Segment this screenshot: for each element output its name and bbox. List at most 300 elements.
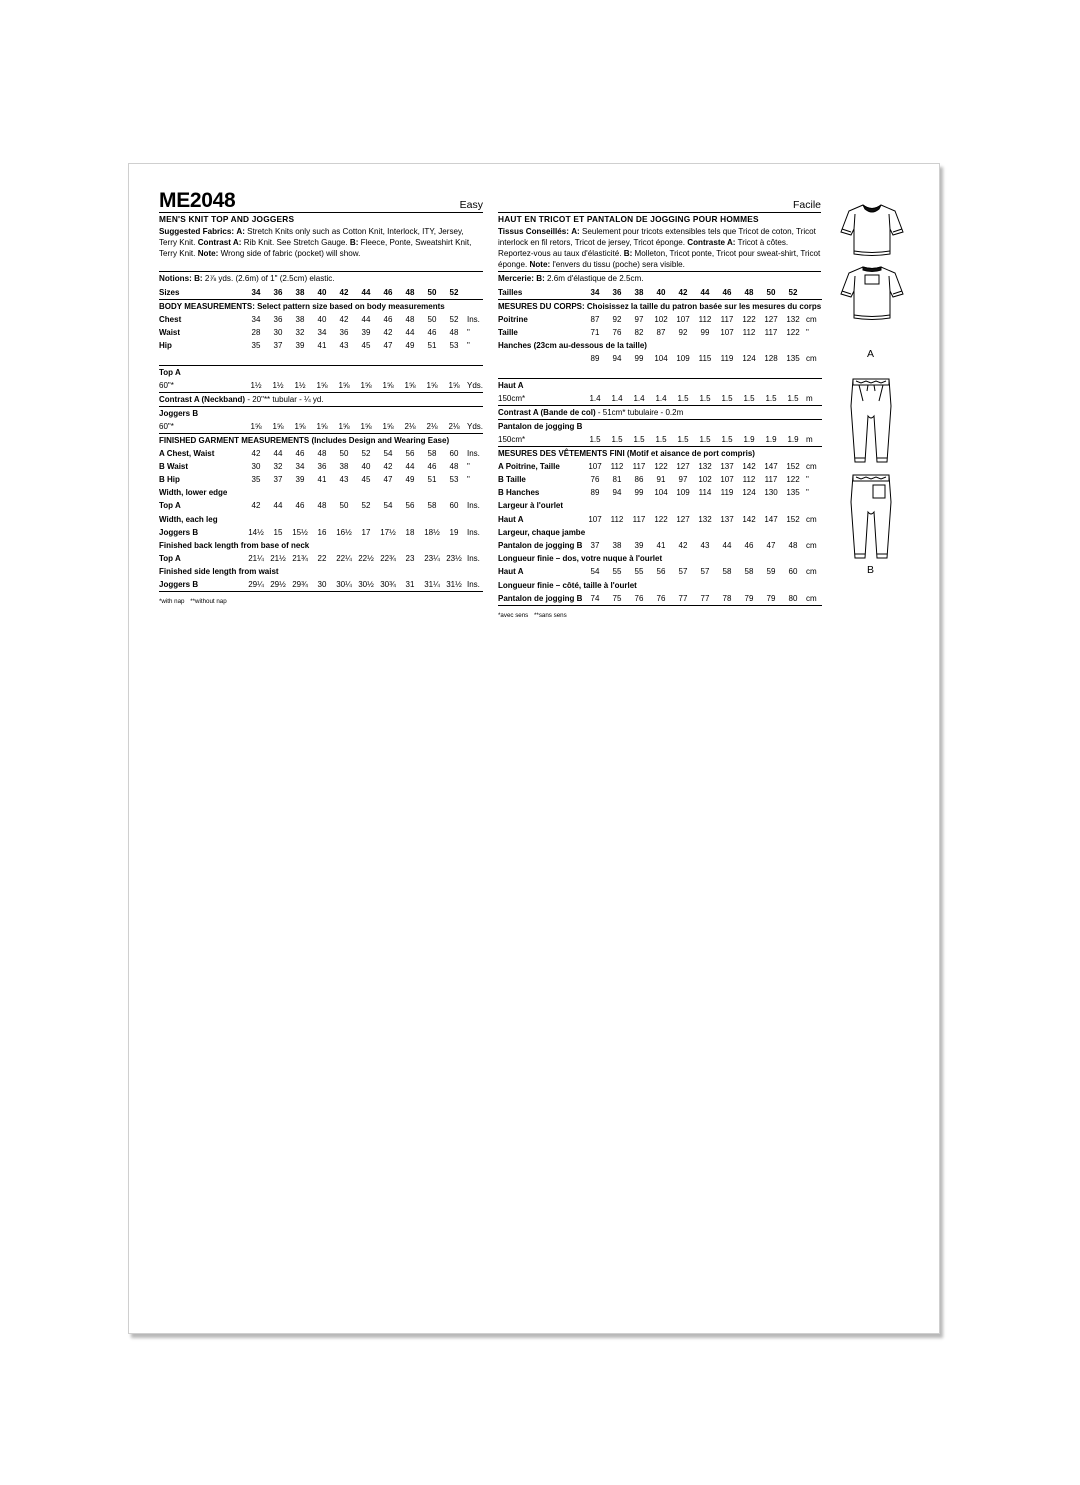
- unit-cell: ": [806, 327, 809, 337]
- value-cell: 127: [676, 514, 690, 524]
- section-label: Haut A: [498, 378, 822, 392]
- value-cell: 1.5: [716, 433, 738, 447]
- value-cell: 117: [764, 327, 778, 337]
- value-cell: 122: [786, 475, 800, 485]
- value-cell: 1.9: [782, 433, 804, 447]
- value-cell: 58: [744, 567, 754, 577]
- section-label: Joggers B: [159, 406, 483, 420]
- value-cell: 1.5: [672, 433, 694, 447]
- value-cell: 97: [634, 314, 644, 324]
- row-label: Pantalon de jogging B: [498, 540, 583, 550]
- value-cell: 32: [273, 461, 283, 471]
- value-cell: 1.9: [760, 433, 782, 447]
- value-cell: 32: [295, 327, 305, 337]
- value-cell: 77: [672, 592, 694, 606]
- pattern-envelope-back: [128, 163, 940, 1334]
- value-cell: 60: [788, 567, 798, 577]
- value-cell: 115: [698, 354, 712, 364]
- value-cell: 1⅝: [404, 380, 416, 390]
- contrast-row: [159, 392, 483, 406]
- value-cell: 36: [317, 461, 327, 471]
- section-label: Hanches (23cm au-dessous de la taille): [498, 340, 647, 350]
- finished-row: [159, 526, 483, 539]
- joggers-back-sketch: [849, 472, 893, 564]
- unit-cell: ": [467, 327, 470, 337]
- spacer-row: [159, 352, 483, 365]
- joggers-yardage: [498, 433, 822, 447]
- finished-subheading: [159, 539, 483, 552]
- value-cell: 42: [251, 448, 261, 458]
- value-cell: 86: [634, 475, 644, 485]
- value-cell: 42: [251, 501, 261, 511]
- value-cell: 30: [273, 327, 283, 337]
- value-cell: 109: [676, 354, 690, 364]
- row-label: A Chest, Waist: [159, 448, 215, 458]
- value-cell: 30¼: [333, 578, 355, 592]
- unit-cell: cm: [806, 354, 817, 364]
- finished-row: [498, 513, 822, 526]
- value-cell: 51: [427, 475, 437, 485]
- value-cell: 1.5: [650, 433, 672, 447]
- value-cell: 127: [676, 461, 690, 471]
- value-cell: 92: [678, 327, 688, 337]
- size-cell: 50: [421, 286, 443, 300]
- value-cell: 142: [742, 514, 756, 524]
- unit-cell: ": [467, 340, 470, 350]
- row-label: Waist: [159, 327, 181, 337]
- row-label: Haut A: [498, 567, 524, 577]
- value-cell: 37: [273, 475, 283, 485]
- value-cell: 76: [590, 475, 600, 485]
- finished-row: [159, 473, 483, 486]
- value-cell: 18: [405, 527, 415, 537]
- value-cell: 75: [606, 592, 628, 606]
- value-cell: 112: [698, 314, 712, 324]
- size-cell: 40: [650, 286, 672, 300]
- value-cell: 60: [449, 501, 459, 511]
- value-cell: 15: [273, 527, 283, 537]
- contrast-label: Contrast A (Bande de col): [498, 407, 596, 417]
- value-cell: 43: [700, 540, 710, 550]
- value-cell: 1.5: [677, 393, 689, 403]
- value-cell: 30½: [355, 578, 377, 592]
- value-cell: 1.4: [611, 393, 623, 403]
- value-cell: 48: [317, 448, 327, 458]
- value-cell: 119: [720, 354, 734, 364]
- value-cell: 23¼: [424, 554, 440, 564]
- value-cell: 53: [449, 475, 459, 485]
- value-cell: 56: [405, 448, 415, 458]
- value-cell: 147: [764, 514, 778, 524]
- value-cell: 1⅝: [245, 420, 267, 434]
- value-cell: 50: [427, 314, 437, 324]
- section-label: Finished side length from waist: [159, 567, 279, 577]
- value-cell: 124: [742, 488, 756, 498]
- unit-cell: Ins.: [467, 527, 480, 537]
- value-cell: 77: [694, 592, 716, 606]
- unit-cell: ": [806, 488, 809, 498]
- row-label: Taille: [498, 327, 518, 337]
- value-cell: 30¾: [377, 578, 399, 592]
- size-cell: 36: [606, 286, 628, 300]
- size-cell: 50: [760, 286, 782, 300]
- value-cell: 29¼: [245, 578, 267, 592]
- value-cell: 31¼: [421, 578, 443, 592]
- value-cell: 1.4: [633, 393, 645, 403]
- value-cell: 17½: [380, 527, 396, 537]
- row-label: Poitrine: [498, 314, 528, 324]
- unit-cell: cm: [806, 514, 817, 524]
- value-cell: 39: [634, 540, 644, 550]
- finished-row: [498, 486, 822, 499]
- row-label: Haut A: [498, 514, 524, 524]
- value-cell: 152: [786, 461, 800, 471]
- value-cell: 40: [317, 314, 327, 324]
- value-cell: 47: [383, 475, 393, 485]
- value-cell: 147: [764, 461, 778, 471]
- sizes-label: Sizes: [159, 286, 245, 300]
- value-cell: 1⅝: [360, 380, 372, 390]
- value-cell: 1⅝: [377, 420, 399, 434]
- size-cell: 46: [377, 286, 399, 300]
- value-cell: 55: [634, 567, 644, 577]
- body-row: [498, 313, 822, 326]
- value-cell: 122: [654, 514, 668, 524]
- value-cell: 59: [766, 567, 776, 577]
- value-cell: 53: [449, 340, 459, 350]
- row-label: Joggers B: [159, 527, 199, 537]
- unit-cell: Ins.: [467, 554, 480, 564]
- value-cell: 1.5: [699, 393, 711, 403]
- difficulty-level: Easy: [459, 199, 483, 211]
- value-cell: 52: [361, 448, 371, 458]
- value-cell: 38: [612, 540, 622, 550]
- value-cell: 22½: [358, 554, 374, 564]
- value-cell: 39: [295, 475, 305, 485]
- value-cell: 35: [251, 340, 261, 350]
- value-cell: 57: [700, 567, 710, 577]
- section-label: Width, lower edge: [159, 488, 228, 498]
- value-cell: 15½: [292, 527, 308, 537]
- value-cell: 80: [782, 592, 804, 606]
- view-a-label: A: [867, 348, 875, 360]
- value-cell: 1.4: [655, 393, 667, 403]
- fabrics-label: Suggested Fabrics:: [159, 227, 235, 236]
- value-cell: 48: [449, 461, 459, 471]
- header-rule: [159, 212, 483, 213]
- row-label: Hip: [159, 340, 172, 350]
- finished-row: [159, 499, 483, 512]
- unit-cell: cm: [806, 540, 817, 550]
- value-cell: 34: [295, 461, 305, 471]
- value-cell: 31: [399, 578, 421, 592]
- header-en: [159, 190, 483, 212]
- value-cell: 104: [654, 354, 668, 364]
- value-cell: 44: [405, 327, 415, 337]
- section-label: Top A: [159, 365, 483, 379]
- value-cell: 1⅝: [338, 380, 350, 390]
- footnote-without-nap-fr: **sans sens: [534, 611, 567, 619]
- finished-row: [498, 473, 822, 486]
- footnote-with-nap: *with nap: [159, 598, 185, 606]
- top-a-yardage: [159, 379, 483, 393]
- size-cell: 46: [716, 286, 738, 300]
- value-cell: 94: [612, 354, 622, 364]
- value-cell: 109: [676, 488, 690, 498]
- row-label: 150cm*: [498, 393, 526, 403]
- value-cell: 34: [251, 314, 261, 324]
- finished-subheading: [498, 552, 822, 565]
- value-cell: 41: [317, 340, 327, 350]
- top-a-heading: [498, 378, 822, 392]
- footnote-with-nap-fr: *avec sens: [498, 611, 529, 619]
- value-cell: 46: [295, 448, 305, 458]
- sizes-label: Tailles: [498, 286, 584, 300]
- value-cell: 124: [742, 354, 756, 364]
- value-cell: 57: [678, 567, 688, 577]
- value-cell: 29¾: [289, 578, 311, 592]
- value-cell: 16½: [336, 527, 352, 537]
- value-cell: 56: [656, 567, 666, 577]
- value-cell: 30: [311, 578, 333, 592]
- value-cell: 117: [632, 514, 646, 524]
- unit-cell: Yds.: [465, 420, 483, 434]
- spacer-row: [498, 365, 822, 378]
- value-cell: 38: [295, 314, 305, 324]
- value-cell: 132: [698, 461, 712, 471]
- unit-cell: m: [804, 433, 822, 447]
- value-cell: 30: [251, 461, 261, 471]
- section-label: Largeur, chaque jambe: [498, 527, 586, 537]
- size-chart-en: [159, 286, 483, 593]
- size-chart-fr: [498, 286, 822, 606]
- value-cell: 22¼: [336, 554, 352, 564]
- size-cell: 34: [245, 286, 267, 300]
- unit-cell: cm: [806, 461, 817, 471]
- unit-cell: Ins.: [467, 448, 480, 458]
- row-label: Top A: [159, 501, 181, 511]
- contrast-label: Contrast A (Neckband): [159, 394, 246, 404]
- unit-cell: m: [806, 393, 813, 403]
- unit-cell: Ins.: [467, 314, 480, 324]
- fabric-description-fr: [498, 227, 821, 271]
- joggers-heading: [159, 406, 483, 420]
- top-front-sketch: [839, 202, 905, 258]
- top-back-sketch: [839, 264, 905, 322]
- section-label: MESURES DU CORPS: Choisissez la taille du patron basée sur les mesures du corps: [498, 301, 822, 311]
- value-cell: 130: [764, 488, 778, 498]
- value-cell: 97: [678, 475, 688, 485]
- value-cell: 1⅝: [311, 420, 333, 434]
- contrast-text: - 51cm* tubulaire - 0.2m: [595, 407, 684, 417]
- row-label: [498, 352, 584, 365]
- value-cell: 122: [786, 327, 800, 337]
- value-cell: 40: [361, 461, 371, 471]
- value-cell: 117: [632, 461, 646, 471]
- size-cell: 44: [694, 286, 716, 300]
- value-cell: 49: [405, 475, 415, 485]
- size-cell: 38: [628, 286, 650, 300]
- hips-row: [498, 352, 822, 365]
- size-cell: 48: [399, 286, 421, 300]
- finished-heading: [498, 446, 822, 460]
- row-label: B Waist: [159, 461, 189, 471]
- value-cell: 132: [786, 314, 800, 324]
- section-label: Longueur finie – côté, taille à l'ourlet: [498, 580, 637, 590]
- value-cell: 71: [590, 327, 600, 337]
- value-cell: 99: [634, 488, 644, 498]
- value-cell: 1½: [250, 380, 262, 390]
- value-cell: 79: [760, 592, 782, 606]
- value-cell: 46: [295, 501, 305, 511]
- value-cell: 34: [317, 327, 327, 337]
- value-cell: 76: [650, 592, 672, 606]
- value-cell: 122: [654, 461, 668, 471]
- value-cell: 1.5: [787, 393, 799, 403]
- contrast-cell: [159, 392, 483, 406]
- body-row: [498, 326, 822, 339]
- fabrics-text: A: Stretch Knits only such as Cotton Knit, Interlock, ITY, Jersey, Terry Knit. Contrast A: Rib Knit. See Stretch Gauge. B: Fleece, Ponte, Sweatshirt Knit, Terry Knit. Note: Wrong side of fabric (pocket) will show.: [159, 227, 472, 258]
- value-cell: 128: [764, 354, 778, 364]
- value-cell: 1½: [272, 380, 284, 390]
- value-cell: 76: [628, 592, 650, 606]
- value-cell: 21¼: [248, 554, 264, 564]
- size-cell: 40: [311, 286, 333, 300]
- footnotes-fr: [498, 612, 821, 619]
- value-cell: 48: [317, 501, 327, 511]
- size-cell: 52: [443, 286, 465, 300]
- value-cell: 119: [720, 488, 734, 498]
- value-cell: 1⅝: [289, 420, 311, 434]
- value-cell: 81: [612, 475, 622, 485]
- value-cell: 36: [339, 327, 349, 337]
- value-cell: 79: [738, 592, 760, 606]
- value-cell: 51: [427, 340, 437, 350]
- row-label: 60"*: [159, 380, 174, 390]
- top-a-heading: [159, 365, 483, 379]
- french-column: [498, 190, 821, 619]
- joggers-yardage: [159, 420, 483, 434]
- body-row: [159, 326, 483, 339]
- value-cell: 137: [720, 461, 734, 471]
- value-cell: 48: [449, 327, 459, 337]
- value-cell: 99: [634, 354, 644, 364]
- value-cell: 48: [405, 314, 415, 324]
- footnote-without-nap: **without nap: [190, 598, 227, 606]
- unit-cell: Ins.: [467, 501, 480, 511]
- unit-cell: ": [467, 461, 470, 471]
- value-cell: 28: [251, 327, 261, 337]
- section-label: Pantalon de jogging B: [498, 419, 822, 433]
- top-a-yardage: [498, 392, 822, 406]
- value-cell: 50: [339, 501, 349, 511]
- value-cell: 1⅝: [382, 380, 394, 390]
- value-cell: 112: [742, 327, 756, 337]
- value-cell: 117: [764, 475, 778, 485]
- section-label: Finished back length from base of neck: [159, 540, 310, 550]
- view-b-label: B: [867, 564, 875, 576]
- size-cell: 42: [672, 286, 694, 300]
- finished-row: [159, 552, 483, 565]
- body-row: [159, 339, 483, 352]
- value-cell: 112: [742, 475, 756, 485]
- section-label: Longueur finie – dos, votre nuque à l'ourlet: [498, 554, 663, 564]
- value-cell: 60: [449, 448, 459, 458]
- value-cell: 14½: [248, 527, 264, 537]
- value-cell: 17: [361, 527, 371, 537]
- value-cell: 42: [383, 327, 393, 337]
- value-cell: 107: [588, 514, 602, 524]
- value-cell: 107: [720, 475, 734, 485]
- value-cell: 46: [383, 314, 393, 324]
- value-cell: 48: [788, 540, 798, 550]
- value-cell: 1⅝: [333, 420, 355, 434]
- value-cell: 99: [700, 327, 710, 337]
- unit-cell: Ins.: [465, 578, 483, 592]
- contrast-row: [498, 405, 822, 419]
- row-label: B Hip: [159, 475, 180, 485]
- row-label: Joggers B: [159, 578, 245, 592]
- value-cell: 1⅝: [267, 420, 289, 434]
- value-cell: 1.9: [738, 433, 760, 447]
- value-cell: 58: [722, 567, 732, 577]
- value-cell: 107: [676, 314, 690, 324]
- value-cell: 47: [383, 340, 393, 350]
- joggers-heading: [498, 419, 822, 433]
- value-cell: 44: [722, 540, 732, 550]
- finished-subheading: [159, 513, 483, 526]
- unit-cell: Yds.: [467, 380, 484, 390]
- value-cell: 50: [339, 448, 349, 458]
- size-cell: 52: [782, 286, 804, 300]
- finished-subheading: [498, 578, 822, 591]
- finished-row: [498, 460, 822, 473]
- size-cell: 48: [738, 286, 760, 300]
- value-cell: 42: [339, 314, 349, 324]
- value-cell: 42: [678, 540, 688, 550]
- value-cell: 1⅝: [448, 380, 460, 390]
- row-label: 150cm*: [498, 433, 584, 447]
- unit-cell: ": [806, 475, 809, 485]
- finished-row: [498, 592, 822, 606]
- joggers-front-sketch: [849, 376, 893, 468]
- spacer-cell: [498, 365, 822, 378]
- section-label: BODY MEASUREMENTS: Select pattern size based on body measurements: [159, 301, 445, 311]
- body-heading: [159, 299, 483, 313]
- pattern-title-fr: HAUT EN TRICOT ET PANTALON DE JOGGING POUR HOMMES: [498, 214, 759, 224]
- row-label: 60"*: [159, 420, 245, 434]
- value-cell: 1⅝: [355, 420, 377, 434]
- value-cell: 21¾: [292, 554, 308, 564]
- difficulty-level-fr: Facile: [792, 199, 821, 211]
- value-cell: 102: [698, 475, 712, 485]
- contrast-text: - 20"** tubular - ¼ yd.: [245, 394, 324, 404]
- value-cell: 44: [273, 501, 283, 511]
- header-rule: [498, 212, 821, 213]
- value-cell: 1.5: [628, 433, 650, 447]
- value-cell: 107: [720, 327, 734, 337]
- value-cell: 54: [383, 501, 393, 511]
- value-cell: 82: [634, 327, 644, 337]
- value-cell: 19: [449, 527, 459, 537]
- value-cell: 44: [405, 461, 415, 471]
- value-cell: 1.5: [694, 433, 716, 447]
- finished-row: [498, 565, 822, 578]
- value-cell: 37: [590, 540, 600, 550]
- value-cell: 41: [656, 540, 666, 550]
- value-cell: 1⅝: [316, 380, 328, 390]
- value-cell: 122: [742, 314, 756, 324]
